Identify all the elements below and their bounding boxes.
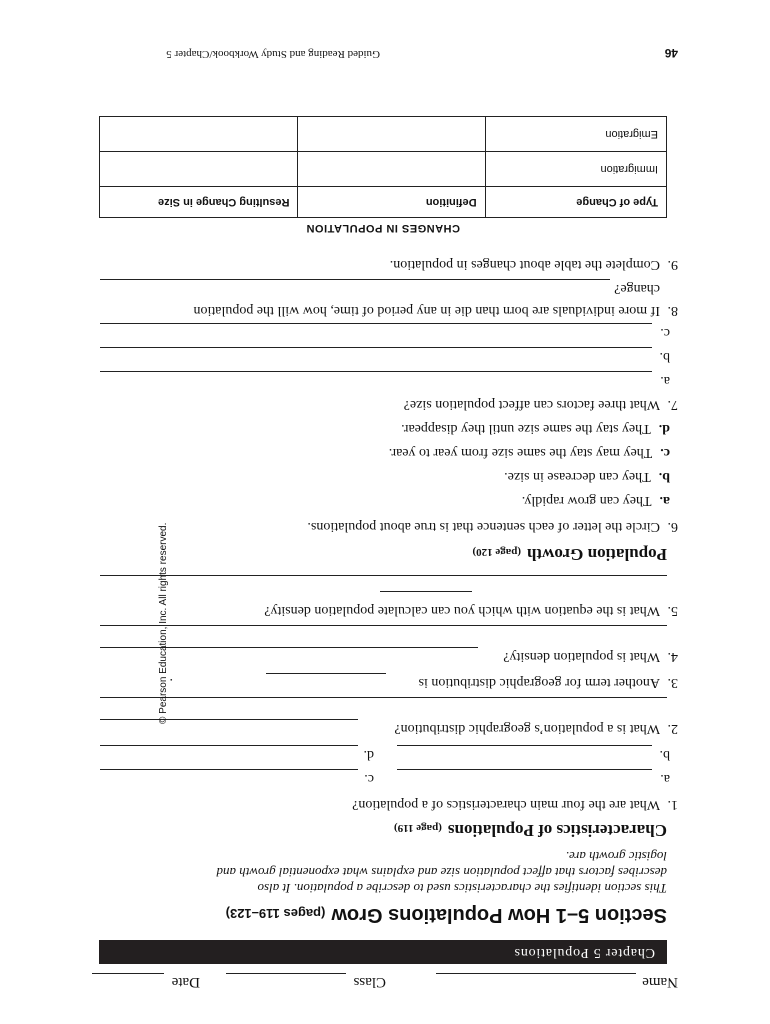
q3-period: . (169, 675, 173, 690)
q6-option-b[interactable] (504, 468, 670, 484)
q1-answer-b[interactable] (397, 745, 652, 746)
section-intro: This section identifies the characteristics used to describe a population. It also describes factors that affect population size and explains what exponential growth and logistic growth are. (216, 849, 667, 896)
header-resulting-change: Resulting Change in Size (100, 187, 298, 218)
question-text: What are the four main characteristics of a population? (352, 797, 660, 812)
q7-option-b-label: b. (659, 349, 670, 364)
q1-option-b-label: b. (659, 747, 670, 762)
option-text: They can decrease in size. (504, 469, 651, 484)
name-line (436, 973, 636, 974)
row-type: Emigration (485, 117, 666, 152)
question-number: 5. (667, 603, 678, 618)
option-text: They stay the same size until they disappear. (401, 421, 651, 436)
section-title-text: Section 5–1 How Populations Grow (331, 904, 667, 926)
table-row (100, 117, 667, 152)
question-number: 2. (667, 721, 678, 736)
page-number: 46 (664, 46, 678, 60)
growth-pages: (page 120) (472, 546, 522, 558)
row-result-cell[interactable] (100, 117, 298, 152)
q7-answer-b[interactable] (100, 347, 652, 348)
question-number: 9. (667, 257, 678, 272)
q7-option-a-label: a. (660, 373, 670, 388)
option-text: They can grow rapidly. (521, 493, 652, 508)
growth-heading-text: Population Growth (527, 545, 667, 564)
question-text: What is the equation with which you can calculate population density? (264, 603, 660, 618)
table-row (100, 152, 667, 187)
question-text: Circle the letter of each sentence that is true about populations. (307, 519, 660, 534)
q1-option-a-label: a. (660, 771, 670, 786)
section-title (226, 903, 667, 926)
question-text: What three factors can affect population size? (403, 397, 660, 412)
date-label: Date (171, 974, 200, 990)
question-text-line-2: change? (614, 281, 660, 296)
chapter-band: Chapter 5 Populations (99, 940, 667, 964)
q1-option-d-label: d. (363, 747, 374, 762)
row-definition-cell[interactable] (298, 117, 485, 152)
question-number: 8. (667, 303, 678, 318)
row-type: Immigration (485, 152, 666, 187)
q1-answer-c[interactable] (100, 769, 358, 770)
q7-answer-a[interactable] (100, 371, 652, 372)
question-number: 4. (667, 649, 678, 664)
question-9 (98, 252, 678, 272)
option-letter: a. (659, 493, 670, 508)
question-number: 7. (667, 397, 678, 412)
option-letter: b. (658, 469, 670, 484)
option-letter: c. (660, 445, 670, 460)
book-title: Guided Reading and Study Workbook/Chapter 5 (166, 48, 380, 60)
q4-answer-line-2[interactable] (100, 625, 667, 626)
question-8 (78, 278, 678, 318)
header-type-of-change: Type of Change (485, 187, 666, 218)
q1-answer-d[interactable] (100, 745, 358, 746)
name-label: Name (642, 974, 678, 990)
row-result-cell[interactable] (100, 152, 298, 187)
q2-answer-line-1[interactable] (100, 719, 358, 720)
question-1 (98, 792, 678, 812)
question-6 (98, 514, 678, 534)
question-number: 6. (667, 519, 678, 534)
date-line (92, 973, 164, 974)
q2-answer-line-2[interactable] (100, 697, 667, 698)
q7-option-c-label: c. (660, 325, 670, 340)
characteristics-pages: (page 119) (393, 822, 442, 834)
question-3 (98, 670, 678, 690)
question-5 (98, 598, 678, 618)
question-text: Another term for geographic distribution is (418, 675, 660, 690)
q1-option-c-label: c. (364, 771, 374, 786)
question-text: Complete the table about changes in population. (389, 257, 660, 272)
option-text: They may stay the same size from year to year. (388, 445, 653, 460)
q6-option-d[interactable] (401, 420, 670, 436)
q6-option-a[interactable] (522, 492, 670, 508)
q7-answer-c[interactable] (100, 323, 652, 324)
section-pages: (pages 119–123) (225, 906, 326, 921)
q6-option-c[interactable] (389, 444, 670, 460)
question-text-line-1: If more individuals are born than die in any period of time, how will the population (193, 303, 660, 318)
q8-answer-line[interactable] (100, 279, 610, 280)
q3-answer-line[interactable] (266, 673, 386, 674)
q5-answer-line-1[interactable] (380, 591, 472, 592)
table-header-row (100, 187, 667, 218)
characteristics-heading (394, 820, 667, 840)
question-7 (98, 392, 678, 412)
question-text: What is population density? (503, 649, 660, 664)
changes-table (99, 116, 667, 218)
q1-answer-a[interactable] (397, 769, 652, 770)
worksheet-page: Name Class Date Chapter 5 Populations Section 5–1 How Populations Grow(pages 119–123) This section identifies the characteristics used to describe a population. It also describes factors that affect population size and explains what exponential growth and logistic growth are. Characteristics of Populations(page 119) 1. What are the four main characteristics of a population? a. c. b. d. 2. What is a population’s geographic distribution? 3. Another term for geographic distribution is . 4. What is population density? 5. What is the equation with which you can calculate population density? Population Growth(page 120) 6. Circle the letter of each sentence that is true about populations. a.They can grow rapidly. b.They can decrease in size. c.They may stay the same size from year to year. d.They stay the same size until they disappear. 7. What three factors can affect population size? a. b. c. 8. If more individuals are born than die in any period of time, how will the population change? 9. Complete the table about changes in population. CHANGES IN POPULATION Type of Change Definition Resulting Change in Size Immigration Emigration 46 Guided Reading and Study Workbook/Chapter 5 © Pearson Education, Inc. All rights reserved. (0, 0, 770, 1024)
question-number: 1. (667, 797, 678, 812)
q5-answer-line-2[interactable] (100, 575, 667, 576)
option-letter: d. (658, 421, 670, 436)
characteristics-heading-text: Characteristics of Populations (447, 821, 667, 840)
question-number: 3. (667, 675, 678, 690)
header-definition: Definition (298, 187, 485, 218)
question-text: What is a population’s geographic distribution? (394, 721, 660, 736)
class-line (226, 973, 346, 974)
growth-heading (472, 544, 667, 564)
row-definition-cell[interactable] (298, 152, 485, 187)
class-label: Class (353, 974, 386, 990)
table-title: CHANGES IN POPULATION (306, 222, 460, 234)
q4-answer-line-1[interactable] (100, 647, 478, 648)
